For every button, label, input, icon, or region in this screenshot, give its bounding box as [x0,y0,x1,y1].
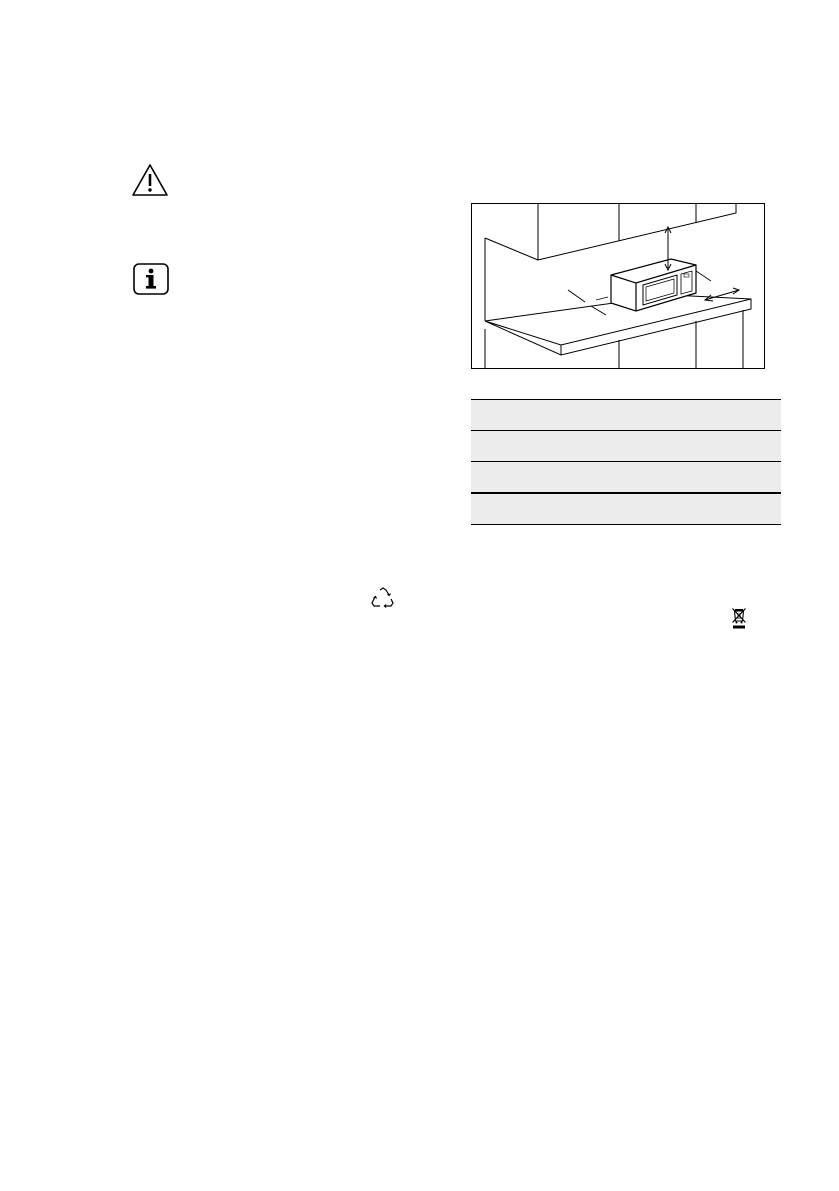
installation-clearance-figure [471,203,765,369]
recycling-icon [370,586,396,610]
table-cell [626,400,781,431]
table-row [471,493,781,525]
table-row [471,462,781,494]
table-cell [471,400,626,431]
table-cell [471,462,626,494]
table-cell [471,493,626,525]
table-cell [626,431,781,462]
table-cell [626,462,781,494]
table-cell [626,493,781,525]
table-row [471,431,781,462]
weee-bin-icon [731,607,747,629]
info-icon [133,263,169,295]
table-cell [471,431,626,462]
table-row [471,400,781,431]
specification-table [471,399,781,525]
warning-icon [131,163,169,197]
